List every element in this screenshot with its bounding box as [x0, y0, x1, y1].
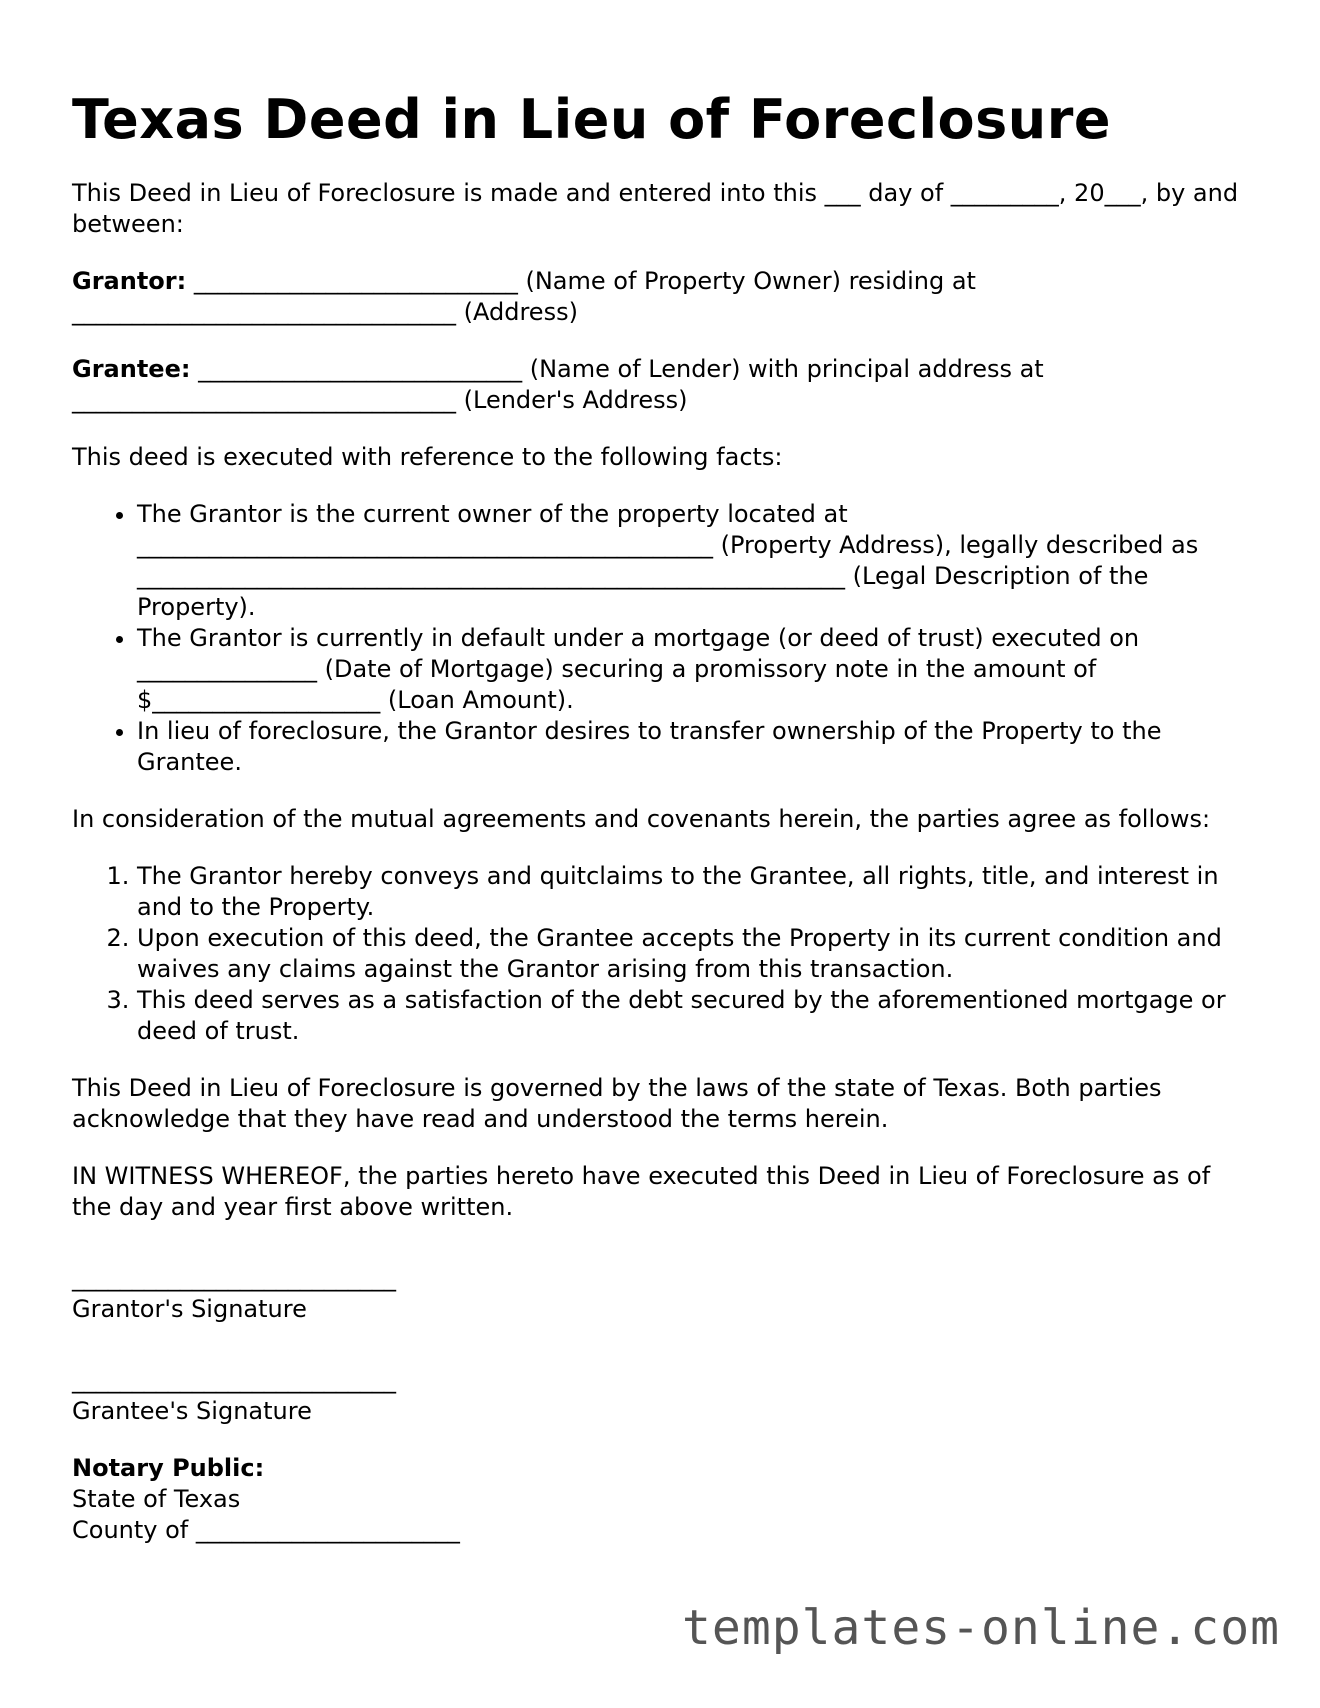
watermark-text: templates-online.com [682, 1600, 1280, 1656]
governing-law-paragraph: This Deed in Lieu of Foreclosure is governed by the laws of the state of Texas. Both parties acknowledge that they have read and understood the terms herein. [72, 1074, 1162, 1133]
grantee-label: Grantee: [72, 355, 191, 383]
facts-list [72, 499, 1252, 778]
grantee-signature-label: Grantee's Signature [72, 1397, 312, 1425]
notary-state: State of Texas [72, 1485, 241, 1513]
list-item: • The Grantor is currently in default under a mortgage (or deed of trust) executed on _______________ (Date of Mortgage) securing a promissory note in the amount of $___________________ (Loan Amount). [137, 623, 1252, 716]
facts-intro: This deed is executed with reference to the following facts: [72, 443, 783, 471]
grantee-paragraph [72, 354, 1252, 416]
list-item: 3. This deed serves as a satisfaction of the debt secured by the aforementioned mortgage or deed of trust. [137, 985, 1252, 1047]
list-item: • The Grantor is the current owner of the property located at ________________________________________________ (Property Address), legally described as ___________________________________________________________ (Legal Description of the Property). [137, 499, 1252, 623]
grantor-paragraph [72, 266, 1252, 328]
grantor-signature-label: Grantor's Signature [72, 1295, 307, 1323]
terms-list [72, 861, 1252, 1047]
consideration-paragraph: In consideration of the mutual agreements and covenants herein, the parties agree as follows: [72, 805, 1211, 833]
list-item: 1. The Grantor hereby conveys and quitclaims to the Grantee, all rights, title, and interest in and to the Property. [137, 861, 1252, 923]
grantor-signature-line[interactable]: ___________________________ [72, 1264, 396, 1292]
grantee-signature-line[interactable]: ___________________________ [72, 1366, 396, 1394]
document-page [72, 88, 1252, 1546]
grantor-text: ___________________________ (Name of Property Owner) residing at ________________________________ (Address) [72, 267, 976, 326]
document-title: Texas Deed in Lieu of Foreclosure [72, 88, 1111, 151]
notary-block [72, 1453, 1252, 1546]
list-item: • In lieu of foreclosure, the Grantor desires to transfer ownership of the Property to the Grantee. [137, 716, 1252, 778]
intro-paragraph: This Deed in Lieu of Foreclosure is made and entered into this ___ day of _________, 20___, by and between: [72, 179, 1239, 238]
notary-county: County of ______________________ [72, 1516, 460, 1544]
grantor-signature-block [72, 1263, 1252, 1325]
notary-label: Notary Public: [72, 1454, 265, 1482]
witness-paragraph: IN WITNESS WHEREOF, the parties hereto have executed this Deed in Lieu of Foreclosure as of the day and year first above written. [72, 1162, 1211, 1221]
grantee-text: ___________________________ (Name of Lender) with principal address at ________________________________ (Lender's Address) [72, 355, 1044, 414]
grantee-signature-block [72, 1365, 1252, 1427]
list-item: 2. Upon execution of this deed, the Grantee accepts the Property in its current condition and waives any claims against the Grantor arising from this transaction. [137, 923, 1252, 985]
grantor-label: Grantor: [72, 267, 187, 295]
